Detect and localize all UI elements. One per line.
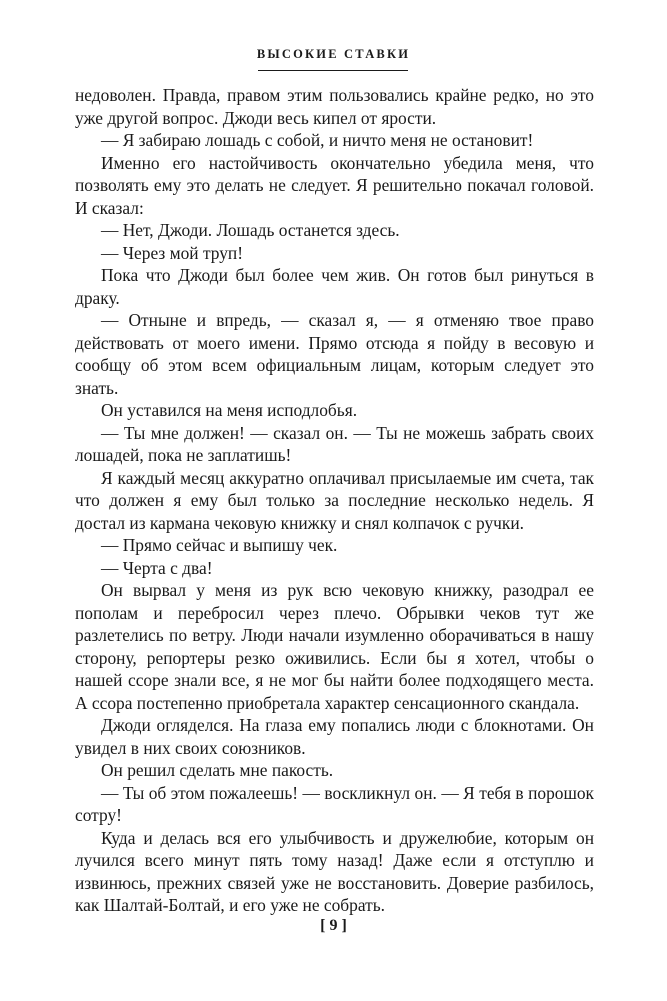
header-rule bbox=[258, 70, 408, 71]
paragraph: Он вырвал у меня из рук всю чековую книжку, разодрал ее пополам и перебросил через плечо. Обрывки чеков тут же разлетелись по ветру. Люди начали изумленно оборачиваться в нашу сторону, репортеры резко оживились. Если бы я хотел, чтобы о нашей ссоре знали все, я не мог бы найти более подходящего места. А ссора постепенно приобретала характер сенсационного скандала. bbox=[75, 580, 594, 713]
paragraph: Он уставился на меня исподлобья. bbox=[101, 400, 358, 420]
body-text bbox=[75, 84, 594, 917]
paragraph: — Ты мне должен! — сказал он. — Ты не можешь забрать своих лошадей, пока не заплатишь! bbox=[75, 422, 594, 465]
paragraph: — Отныне и впредь, — сказал я, — я отменяю твое право действовать от моего имени. Прямо отсюда я пойду в весовую и сообщу об этом всем официальным лицам, которым следует это знать. bbox=[75, 310, 594, 398]
running-head: ВЫСОКИЕ СТАВКИ bbox=[256, 47, 411, 61]
paragraph: недоволен. Правда, правом этим пользовались крайне редко, но это уже другой вопрос. Джоди весь кипел от ярости. bbox=[75, 85, 594, 128]
paragraph: Куда и делась вся его улыбчивость и дружелюбие, которым он лучился всего минут пять тому назад! Даже если я отступлю и извинюсь, прежних связей уже не восстановить. Доверие разбилось, как Шалтай-Болтай, и его уже не собрать. bbox=[75, 827, 594, 915]
page-number: [ 9 ] bbox=[320, 917, 347, 934]
paragraph: Именно его настойчивость окончательно убедила меня, что позволять ему это делать не следует. Я решительно покачал головой. И сказал: bbox=[75, 152, 594, 218]
paragraph: — Черта с два! bbox=[101, 557, 213, 578]
paragraph: — Нет, Джоди. Лошадь останется здесь. bbox=[101, 220, 400, 240]
paragraph: Пока что Джоди был более чем жив. Он готов был ринуться в драку. bbox=[75, 265, 594, 308]
paragraph: — Я забираю лошадь с собой, и ничто меня не остановит! bbox=[101, 130, 534, 150]
paragraph: Я каждый месяц аккуратно оплачивал присылаемые им счета, так что должен я ему был только за последние несколько недель. Я достал из кармана чековую книжку и снял колпачок с ручки. bbox=[75, 467, 594, 533]
paragraph: — Через мой труп! bbox=[101, 242, 244, 263]
paragraph: — Ты об этом пожалеешь! — воскликнул он. — Я тебя в порошок сотру! bbox=[75, 782, 594, 825]
paragraph: — Прямо сейчас и выпишу чек. bbox=[101, 535, 338, 555]
paragraph: Он решил сделать мне пакость. bbox=[101, 760, 334, 780]
paragraph: Джоди огляделся. На глаза ему попались люди с блокнотами. Он увидел в них своих союзников. bbox=[75, 715, 594, 758]
